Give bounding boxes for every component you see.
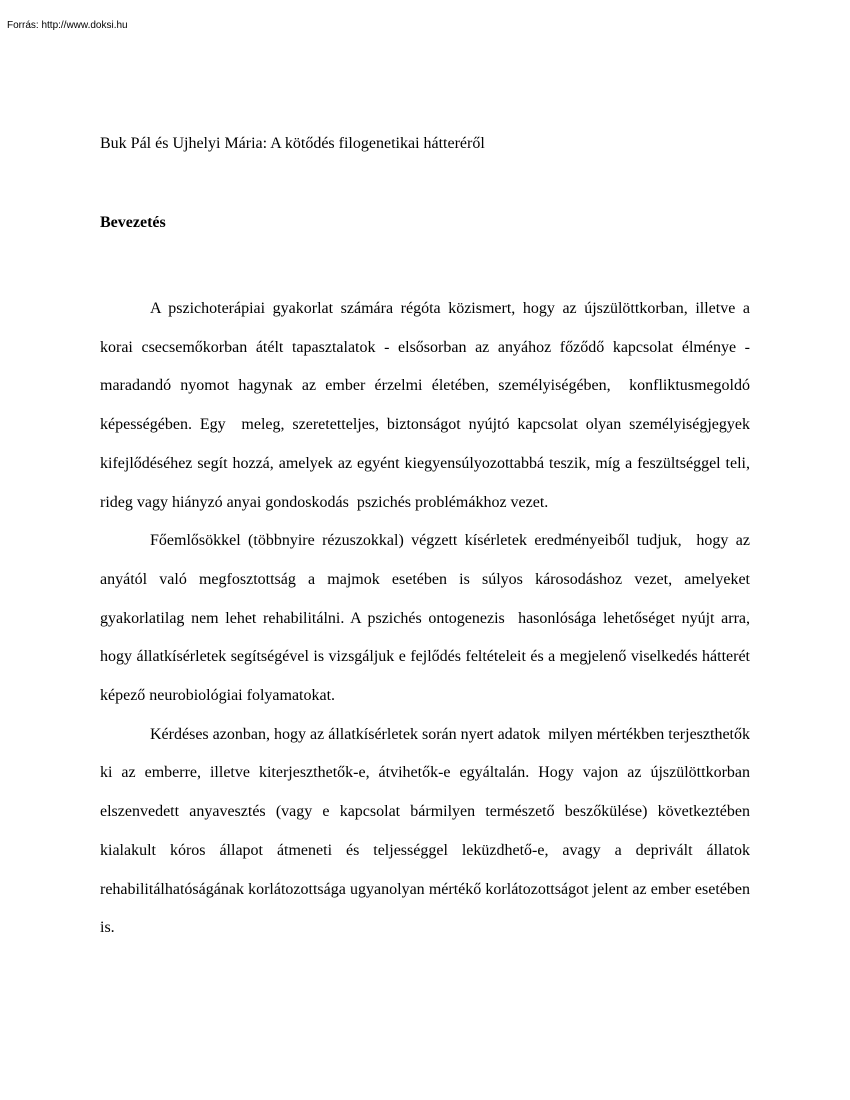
document-title: Buk Pál és Ujhelyi Mária: A kötődés filogenetikai hátteréről: [100, 135, 485, 152]
body-text: [100, 290, 754, 948]
section-heading: Bevezetés: [100, 214, 166, 231]
paragraph: A pszichoterápiai gyakorlat számára régóta közismert, hogy az újszülöttkorban, illetve a korai csecsemőkorban átélt tapasztalatok - elsősorban az anyához főződő kapcsolat élménye - maradandó nyomot hagynak az ember érzelmi életében, személyiségében, konfliktusmegoldó képességében. Egy meleg, szeretetteljes, biztonságot nyújtó kapcsolat olyan személyiségjegyek kifejlődéséhez segít hozzá, amelyek az egyént kiegyensúlyozottabbá teszik, míg a feszültséggel teli, rideg vagy hiányzó anyai gondoskodás pszichés problémákhoz vezet.: [100, 300, 754, 511]
paragraph: Főemlősökkel (többnyire rézuszokkal) végzett kísérletek eredményeiből tudjuk, hogy az anyától való megfosztottság a majmok esetében is súlyos károsodáshoz vezet, amelyeket gyakorlatilag nem lehet rehabilitálni. A pszichés ontogenezis hasonlósága lehetőséget nyújt arra, hogy állatkísérletek segítségével is vizsgáljuk e fejlődés feltételeit és a megjelenő viselkedés hátterét képező neurobiológiai folyamatokat.: [100, 532, 754, 705]
paragraph: Kérdéses azonban, hogy az állatkísérletek során nyert adatok milyen mértékben terjeszthetők ki az emberre, illetve kiterjeszthetők-e, átvihetők-e egyáltalán. Hogy vajon az újszülöttkorban elszenvedett anyavesztés (vagy e kapcsolat bármilyen természető beszőkülése) következtében kialakult kóros állapot átmeneti és teljességgel leküzdhető-e, avagy a deprivált állatok rehabilitálhatóságának korlátozottsága ugyanolyan mértékő korlátozottságot jelent az ember esetében is.: [100, 725, 754, 937]
source-url: Forrás: http://www.doksi.hu: [7, 20, 128, 31]
